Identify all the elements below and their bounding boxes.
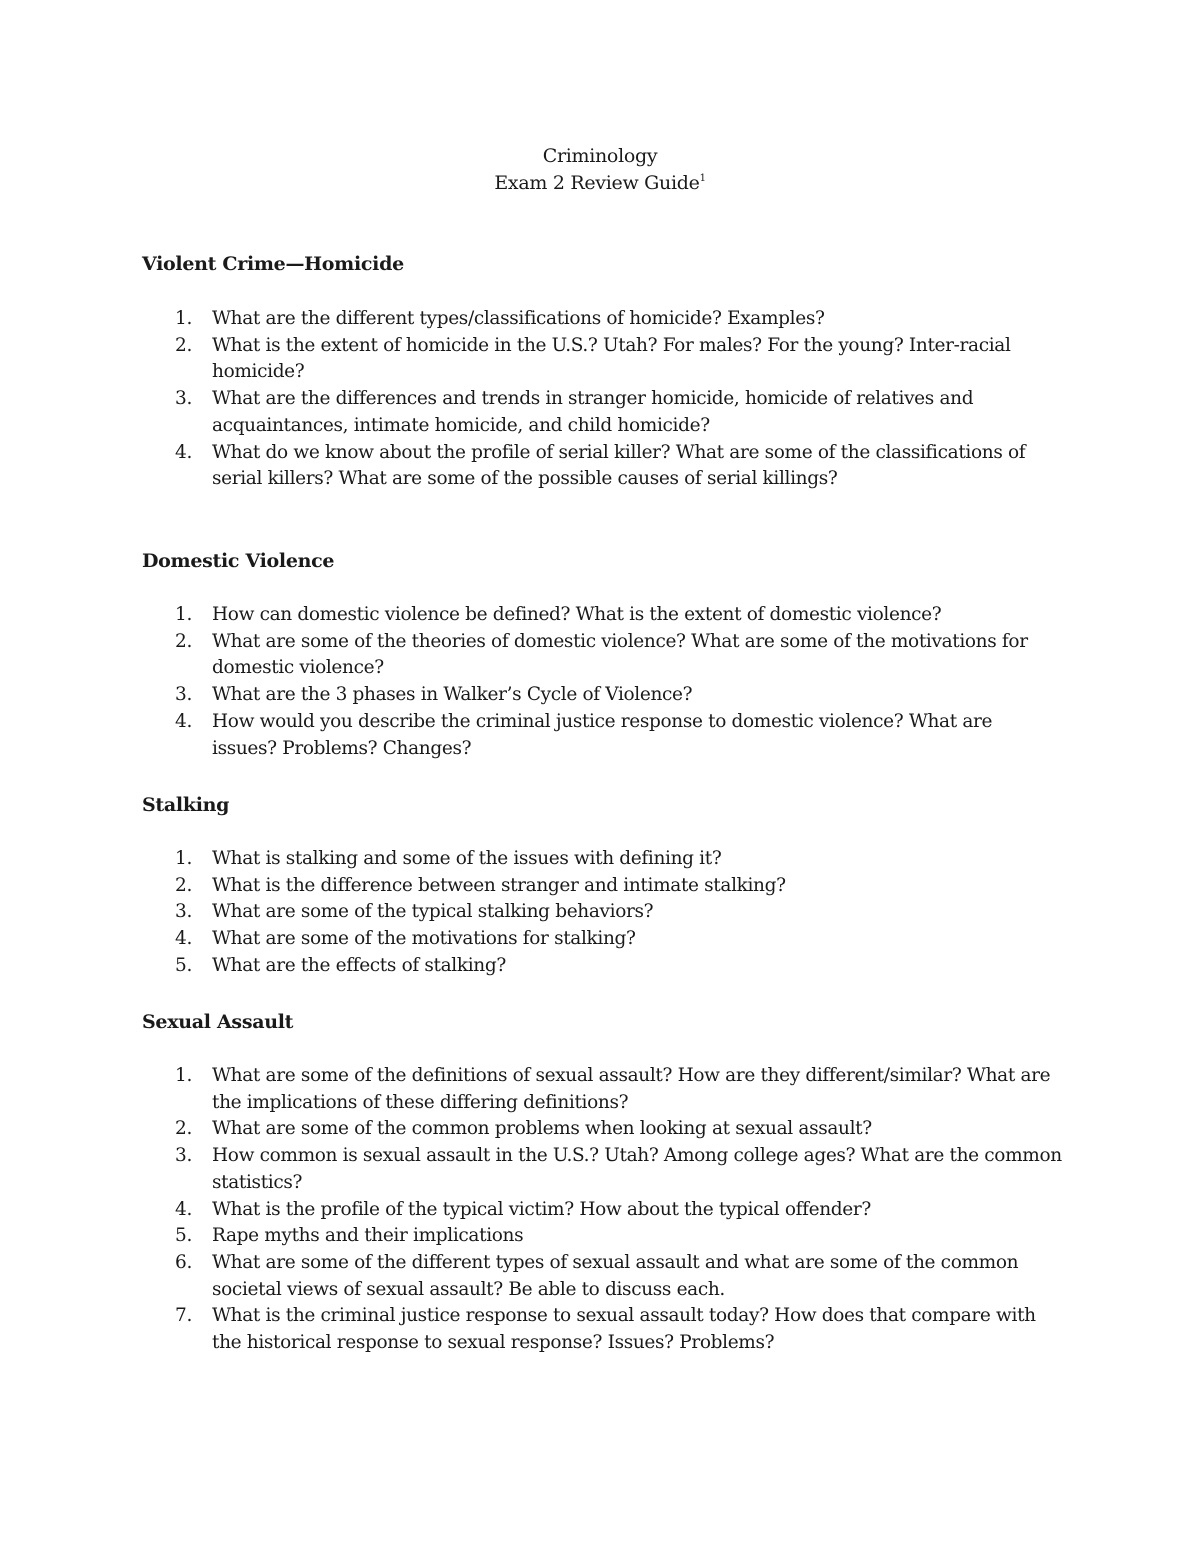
list-item xyxy=(172,682,1062,709)
item-text: What is the criminal justice response to sexual assault today? How does that compare with the historical response to sexual response? Issues? Problems? xyxy=(212,1305,1036,1354)
list-item xyxy=(172,1250,1062,1303)
item-number: 2. xyxy=(175,334,192,356)
item-number: 4. xyxy=(175,1198,192,1220)
item-number: 4. xyxy=(175,928,192,950)
list-item xyxy=(172,440,1062,493)
item-text: What are some of the typical stalking behaviors? xyxy=(212,901,654,923)
item-number: 3. xyxy=(175,1145,192,1167)
list-item xyxy=(172,953,1062,980)
item-text: Rape myths and their implications xyxy=(212,1225,524,1247)
item-text: What are some of the motivations for stalking? xyxy=(212,928,636,950)
title-block xyxy=(0,143,1200,197)
item-text: How common is sexual assault in the U.S.? Utah? Among college ages? What are the common statistics? xyxy=(212,1145,1062,1193)
section-heading: Sexual Assault xyxy=(142,1011,294,1033)
item-number: 7. xyxy=(175,1305,192,1327)
list-item xyxy=(172,899,1062,926)
list-item xyxy=(172,1223,1062,1250)
item-text: What are some of the different types of sexual assault and what are some of the common societal views of sexual assault? Be able to discuss each. xyxy=(212,1251,1019,1300)
list-item xyxy=(172,846,1062,873)
item-text: What are the differences and trends in stranger homicide, homicide of relatives and acquaintances, intimate homicide, and child homicide? xyxy=(212,388,974,436)
list-item xyxy=(172,1143,1062,1196)
question-list xyxy=(172,306,1062,493)
item-number: 3. xyxy=(175,684,192,706)
item-text: How can domestic violence be defined? What is the extent of domestic violence? xyxy=(212,604,942,625)
section-sexual-assault xyxy=(142,1009,1062,1354)
list-item xyxy=(172,386,1062,439)
question-list xyxy=(172,846,1062,980)
item-text: What are some of the definitions of sexual assault? How are they different/similar? What are the implications of these differing definitions? xyxy=(212,1065,1051,1113)
item-number: 3. xyxy=(175,901,192,923)
section-stalking xyxy=(142,792,1062,976)
item-text: How would you describe the criminal justice response to domestic violence? What are issues? Problems? Changes? xyxy=(212,710,993,759)
subtitle-text: Exam 2 Review Guide xyxy=(494,172,700,194)
section-heading: Domestic Violence xyxy=(142,550,335,572)
section-homicide xyxy=(142,251,1062,490)
item-number: 3. xyxy=(175,388,192,410)
item-text: What are the effects of stalking? xyxy=(212,954,506,976)
list-item xyxy=(172,1116,1062,1143)
item-number: 4. xyxy=(175,710,192,732)
item-number: 2. xyxy=(175,1118,192,1140)
list-item xyxy=(172,926,1062,953)
list-item xyxy=(172,333,1062,386)
item-text: What are the 3 phases in Walker’s Cycle of Violence? xyxy=(212,684,693,706)
item-text: What are some of the common problems when looking at sexual assault? xyxy=(212,1118,872,1140)
item-number: 2. xyxy=(175,630,192,652)
item-text: What do we know about the profile of serial killer? What are some of the classifications of serial killers? What are some of the possible causes of serial killings? xyxy=(212,441,1026,490)
section-heading: Violent Crime—Homicide xyxy=(142,253,404,275)
question-list xyxy=(172,602,1062,762)
item-number: 5. xyxy=(175,1225,192,1247)
list-item xyxy=(172,709,1062,762)
list-item xyxy=(172,629,1062,682)
item-text: What are the different types/classifications of homicide? Examples? xyxy=(212,308,825,329)
item-number: 1. xyxy=(175,604,192,625)
course-title: Criminology xyxy=(542,145,658,167)
list-item xyxy=(172,873,1062,900)
footnote-mark: 1 xyxy=(699,173,706,184)
item-text: What is the profile of the typical victim? How about the typical offender? xyxy=(212,1198,871,1220)
item-text: What is the difference between stranger and intimate stalking? xyxy=(212,874,786,896)
item-text: What is the extent of homicide in the U.S.? Utah? For males? For the young? Inter-racial homicide? xyxy=(212,334,1011,383)
item-number: 6. xyxy=(175,1251,192,1273)
list-item xyxy=(172,1063,1062,1116)
item-text: What is stalking and some of the issues with defining it? xyxy=(212,848,722,869)
section-heading: Stalking xyxy=(142,794,230,816)
question-list xyxy=(172,1063,1062,1357)
list-item xyxy=(172,1197,1062,1224)
item-text: What are some of the theories of domestic violence? What are some of the motivations for domestic violence? xyxy=(212,630,1028,679)
item-number: 1. xyxy=(175,1065,192,1086)
document-subtitle xyxy=(0,170,1200,197)
item-number: 2. xyxy=(175,874,192,896)
list-item xyxy=(172,306,1062,333)
item-number: 5. xyxy=(175,954,192,976)
item-number: 4. xyxy=(175,441,192,463)
item-number: 1. xyxy=(175,308,192,329)
list-item xyxy=(172,1303,1062,1356)
section-domestic-violence xyxy=(142,548,1062,759)
list-item xyxy=(172,602,1062,629)
item-number: 1. xyxy=(175,848,192,869)
